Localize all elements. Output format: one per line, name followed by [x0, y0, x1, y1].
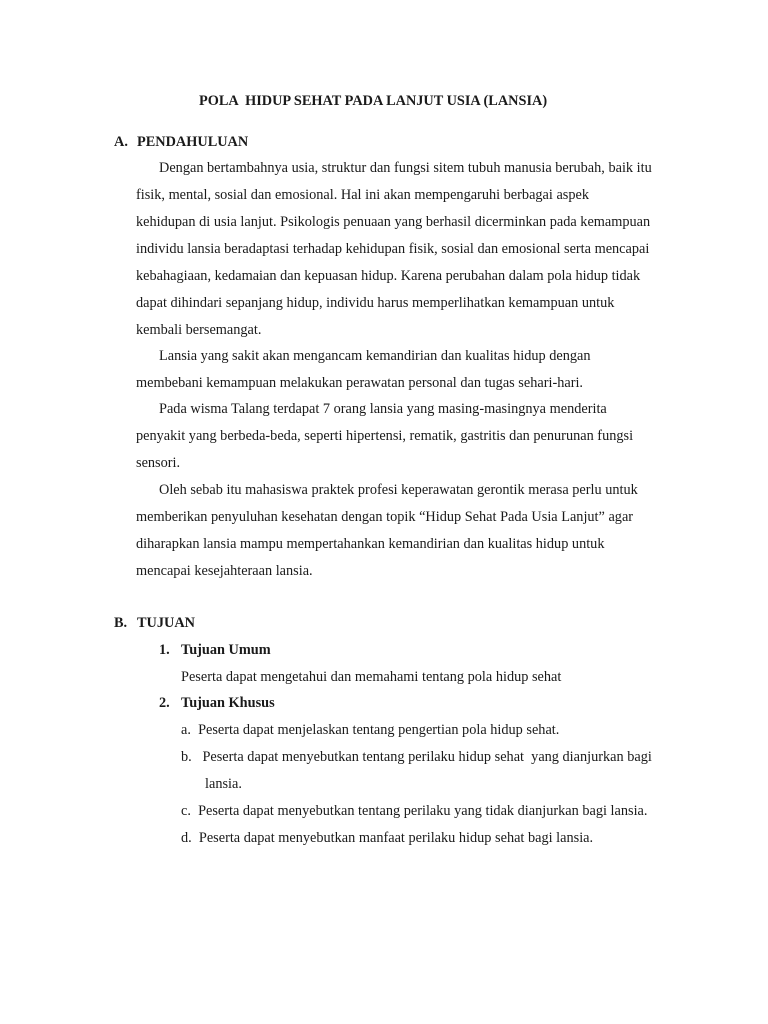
paragraph-line: mencapai kesejahteraan lansia.: [136, 563, 313, 579]
paragraph-line: kehidupan di usia lanjut. Psikologis penuaan yang berhasil dicerminkan pada kemampuan: [136, 214, 651, 230]
item-1-number: 1.: [159, 642, 170, 658]
paragraph-line: fisik, mental, sosial dan emosional. Hal ini akan mempengaruhi berbagai aspek: [136, 187, 590, 203]
paragraph-line: dapat dihindari sepanjang hidup, individu harus memperlihatkan kemampuan untuk: [136, 295, 615, 311]
item-2-number: 2.: [159, 695, 170, 711]
paragraph-line: Dengan bertambahnya usia, struktur dan fungsi sitem tubuh manusia berubah, baik itu: [159, 160, 652, 176]
item-1-text: Peserta dapat mengetahui dan memahami tentang pola hidup sehat: [181, 669, 562, 685]
paragraph-line: kebahagiaan, kedamaian dan kepuasan hidup. Karena perubahan dalam pola hidup tidak: [136, 268, 641, 284]
section-a-letter: A.: [114, 134, 128, 150]
item-2-heading: Tujuan Khusus: [181, 695, 275, 711]
section-a-heading: PENDAHULUAN: [137, 134, 249, 150]
paragraph-line: Pada wisma Talang terdapat 7 orang lansia yang masing-masingnya menderita: [159, 401, 607, 417]
section-b-heading: TUJUAN: [137, 615, 195, 631]
document-title: POLA HIDUP SEHAT PADA LANJUT USIA (LANSIA): [199, 93, 548, 109]
paragraph-line: kembali bersemangat.: [136, 322, 262, 338]
paragraph-line: Oleh sebab itu mahasiswa praktek profesi keperawatan gerontik merasa perlu untuk: [159, 482, 638, 498]
section-b-letter: B.: [114, 615, 128, 631]
item-1-heading: Tujuan Umum: [181, 642, 271, 658]
sub-item-c: c. Peserta dapat menyebutkan tentang perilaku yang tidak dianjurkan bagi lansia.: [181, 803, 648, 819]
paragraph-line: diharapkan lansia mampu mempertahankan kemandirian dan kualitas hidup untuk: [136, 536, 605, 552]
paragraph-line: memberikan penyuluhan kesehatan dengan topik “Hidup Sehat Pada Usia Lanjut” agar: [136, 509, 634, 525]
paragraph-line: sensori.: [136, 455, 181, 471]
paragraph-line: Lansia yang sakit akan mengancam kemandirian dan kualitas hidup dengan: [159, 348, 591, 364]
paragraph-line: penyakit yang berbeda-beda, seperti hipertensi, rematik, gastritis dan penurunan fungsi: [136, 428, 634, 444]
sub-item-b: b. Peserta dapat menyebutkan tentang perilaku hidup sehat yang dianjurkan bagi: [181, 749, 652, 765]
sub-item-a: a. Peserta dapat menjelaskan tentang pengertian pola hidup sehat.: [181, 722, 560, 738]
sub-item-d: d. Peserta dapat menyebutkan manfaat perilaku hidup sehat bagi lansia.: [181, 830, 594, 846]
paragraph-line: membebani kemampuan melakukan perawatan personal dan tugas sehari-hari.: [136, 375, 584, 391]
sub-item-b-continuation: lansia.: [205, 776, 242, 792]
paragraph-line: individu lansia beradaptasi terhadap kehidupan fisik, sosial dan emosional serta mencapai: [136, 241, 650, 257]
